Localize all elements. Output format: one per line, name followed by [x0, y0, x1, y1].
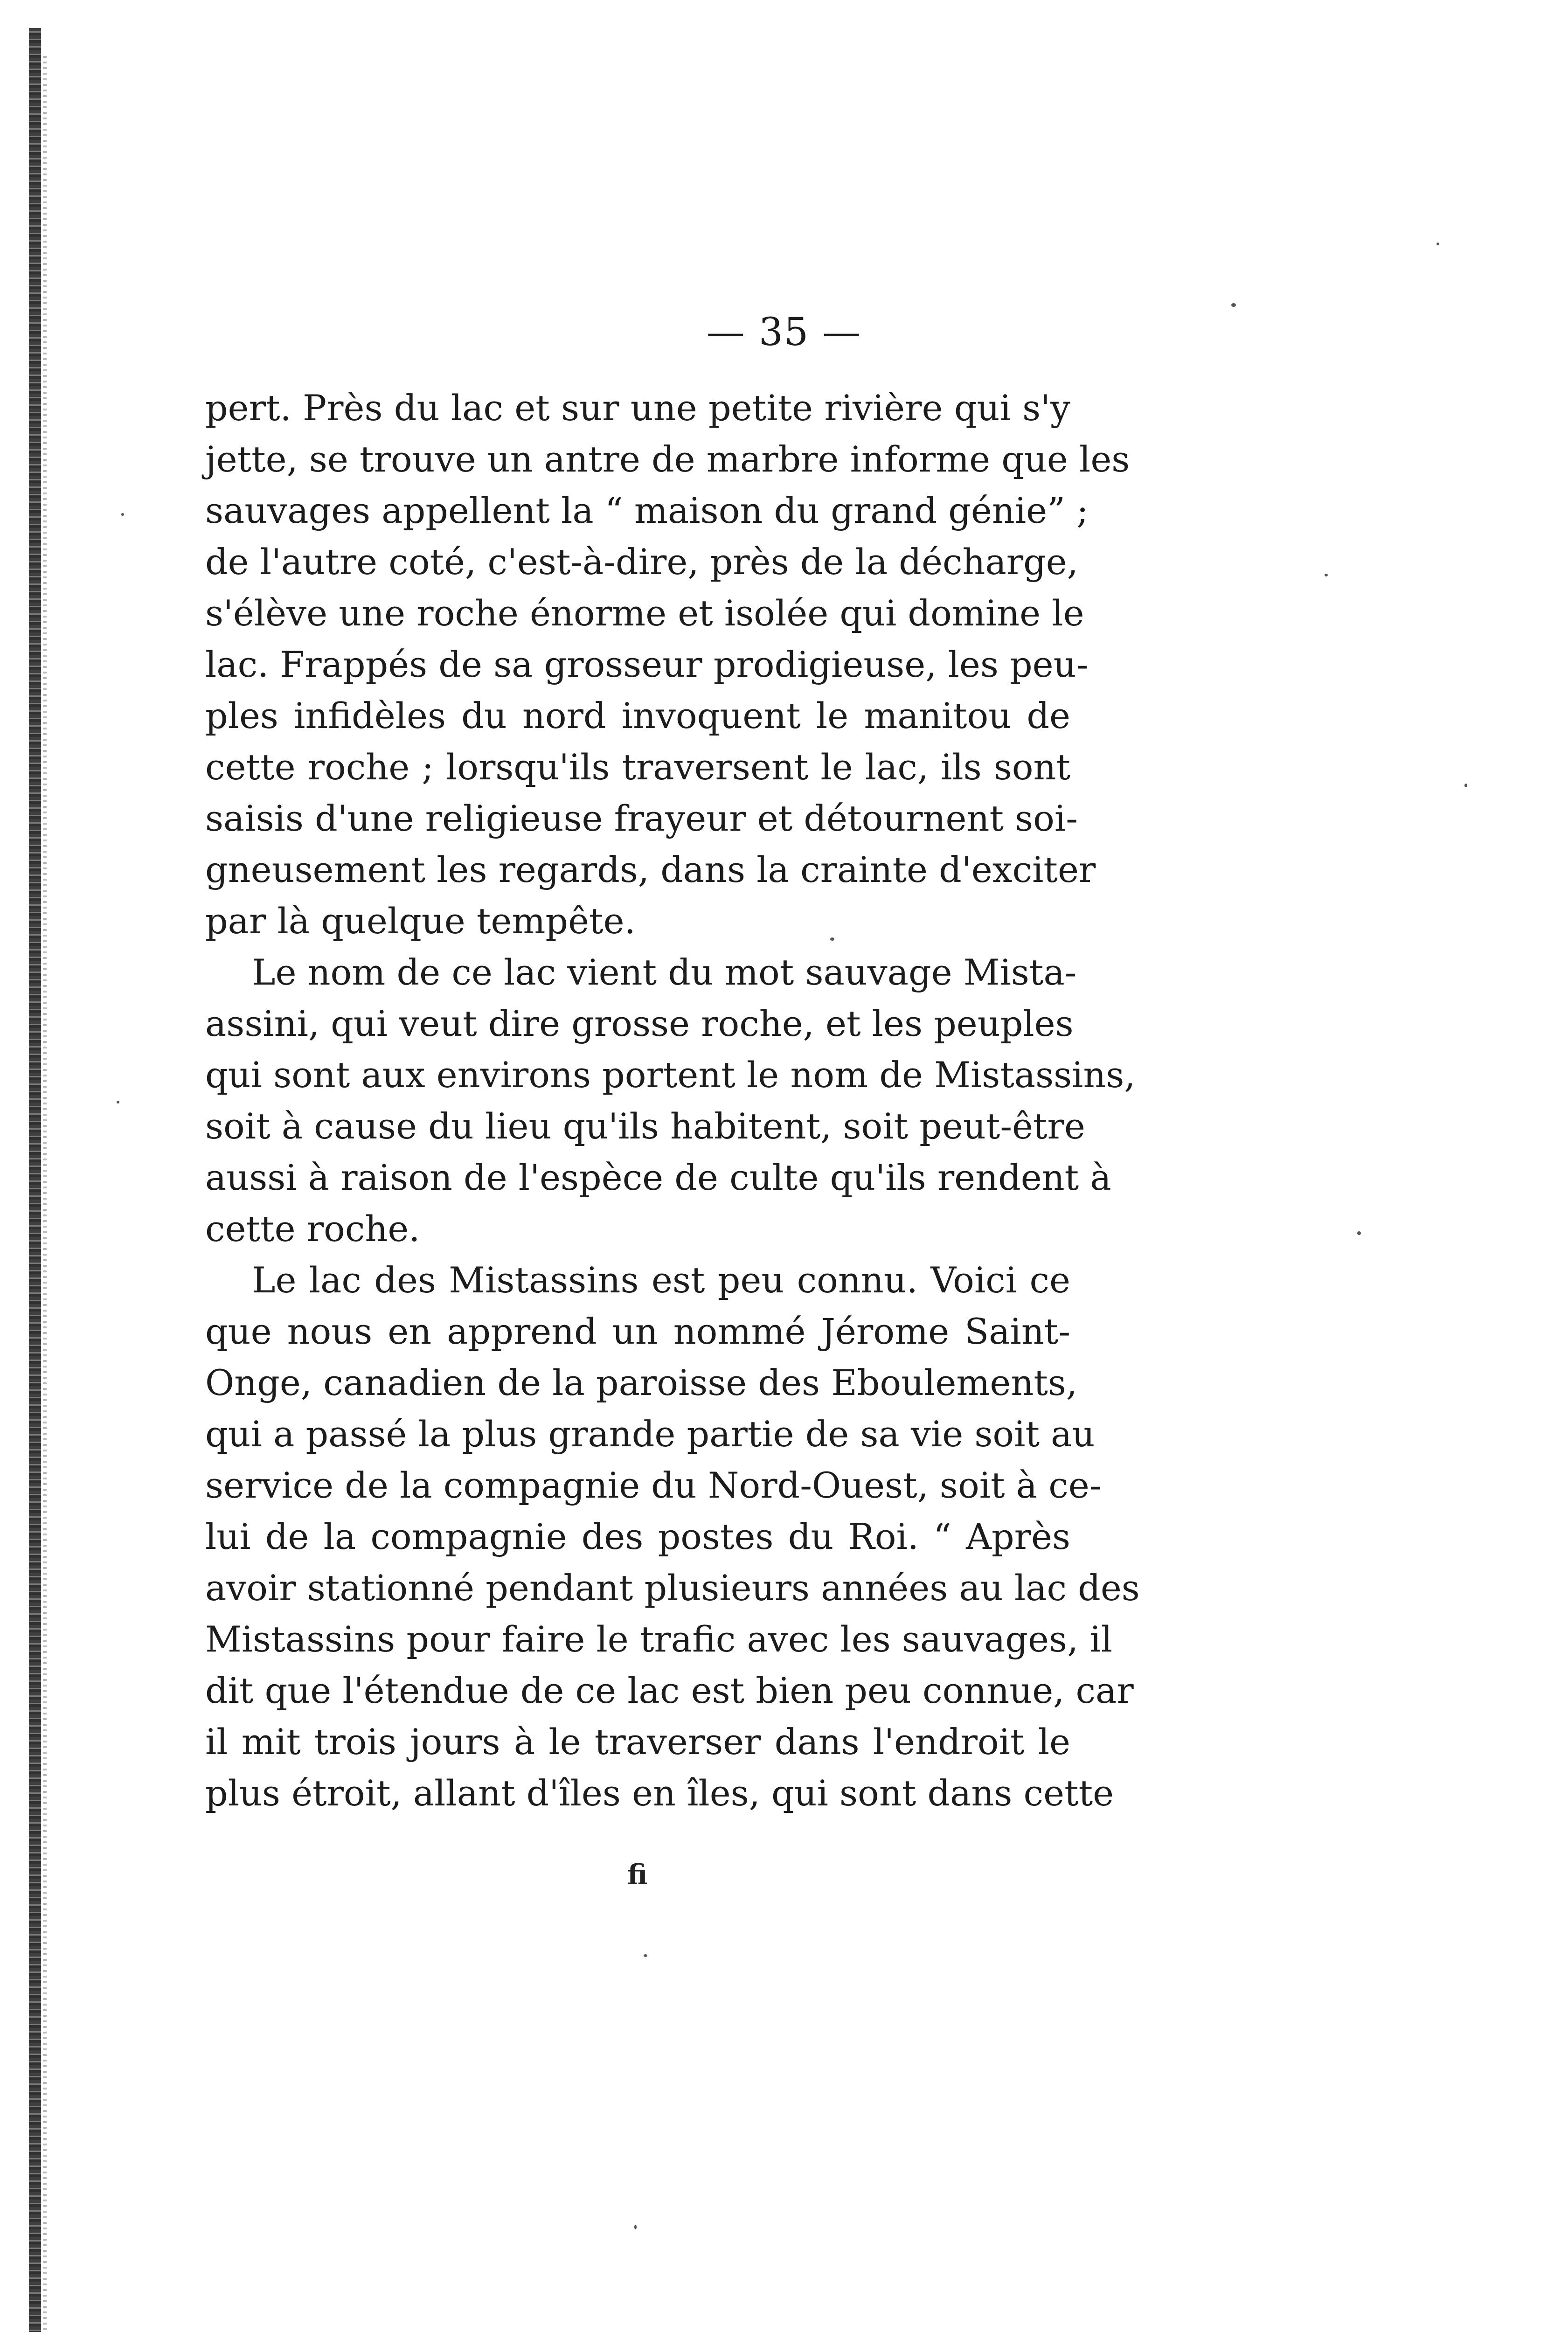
printer-mark: ﬁ [627, 1859, 648, 1891]
paper-speck [830, 937, 834, 941]
paper-speck [644, 1954, 647, 1957]
text-line: de l'autre coté, c'est-à-dire, près de la décharge, [205, 541, 1078, 583]
paper-speck [634, 2225, 637, 2229]
text-line: gneusement les regards, dans la crainte d'exciter [205, 849, 1096, 890]
text-line: lui de la compagnie des postes du Roi. “ Après [205, 1516, 1070, 1557]
text-line: sauvages appellent la “ maison du grand génie” ; [205, 490, 1089, 531]
text-line: cette roche. [205, 1208, 420, 1249]
paper-speck [1325, 574, 1328, 576]
text-line: avoir stationné pendant plusieurs années au lac des [205, 1567, 1140, 1609]
paper-speck [1436, 243, 1439, 245]
text-line: ples infidèles du nord invoquent le manitou de [205, 695, 1070, 736]
text-line: Mistassins pour faire le trafic avec les sauvages, il [205, 1618, 1112, 1660]
body-text [205, 382, 1140, 1819]
text-line: Le lac des Mistassins est peu connu. Voici ce [252, 1259, 1070, 1301]
text-line: cette roche ; lorsqu'ils traversent le lac, ils sont [205, 746, 1070, 788]
binding-edge [29, 28, 41, 2332]
text-line: que nous en apprend un nommé Jérome Saint- [205, 1311, 1070, 1352]
text-line: Le nom de ce lac vient du mot sauvage Mista- [252, 951, 1077, 993]
binding-edge-shadow [43, 56, 47, 2332]
text-line: qui a passé la plus grande partie de sa vie soit au [205, 1413, 1095, 1455]
text-line: assini, qui veut dire grosse roche, et les peuples [205, 1003, 1074, 1044]
text-line: soit à cause du lieu qu'ils habitent, soit peut-être [205, 1105, 1085, 1147]
paper-speck [121, 513, 124, 516]
paper-speck [1464, 784, 1467, 787]
text-line: s'élève une roche énorme et isolée qui domine le [205, 592, 1084, 634]
text-line: plus étroit, allant d'îles en îles, qui sont dans cette [205, 1772, 1114, 1814]
text-line: aussi à raison de l'espèce de culte qu'ils rendent à [205, 1157, 1111, 1198]
text-line: qui sont aux environs portent le nom de Mistassins, [205, 1054, 1136, 1096]
text-line: saisis d'une religieuse frayeur et détournent soi- [205, 798, 1078, 839]
text-line: service de la compagnie du Nord-Ouest, soit à ce- [205, 1464, 1102, 1506]
paper-speck [1231, 303, 1236, 307]
text-line: par là quelque tempête. [205, 900, 636, 942]
text-line: jette, se trouve un antre de marbre informe que les [205, 438, 1130, 480]
page-number: — 35 — [706, 310, 862, 354]
text-line: il mit trois jours à le traverser dans l'endroit le [205, 1721, 1070, 1763]
text-line: Onge, canadien de la paroisse des Eboulements, [205, 1362, 1078, 1403]
text-line: pert. Près du lac et sur une petite rivière qui s'y [205, 387, 1070, 429]
text-line: lac. Frappés de sa grosseur prodigieuse, les peu- [205, 644, 1089, 685]
paper-speck [117, 1101, 119, 1104]
text-line: dit que l'étendue de ce lac est bien peu connue, car [205, 1670, 1134, 1711]
paper-speck [1357, 1231, 1361, 1235]
